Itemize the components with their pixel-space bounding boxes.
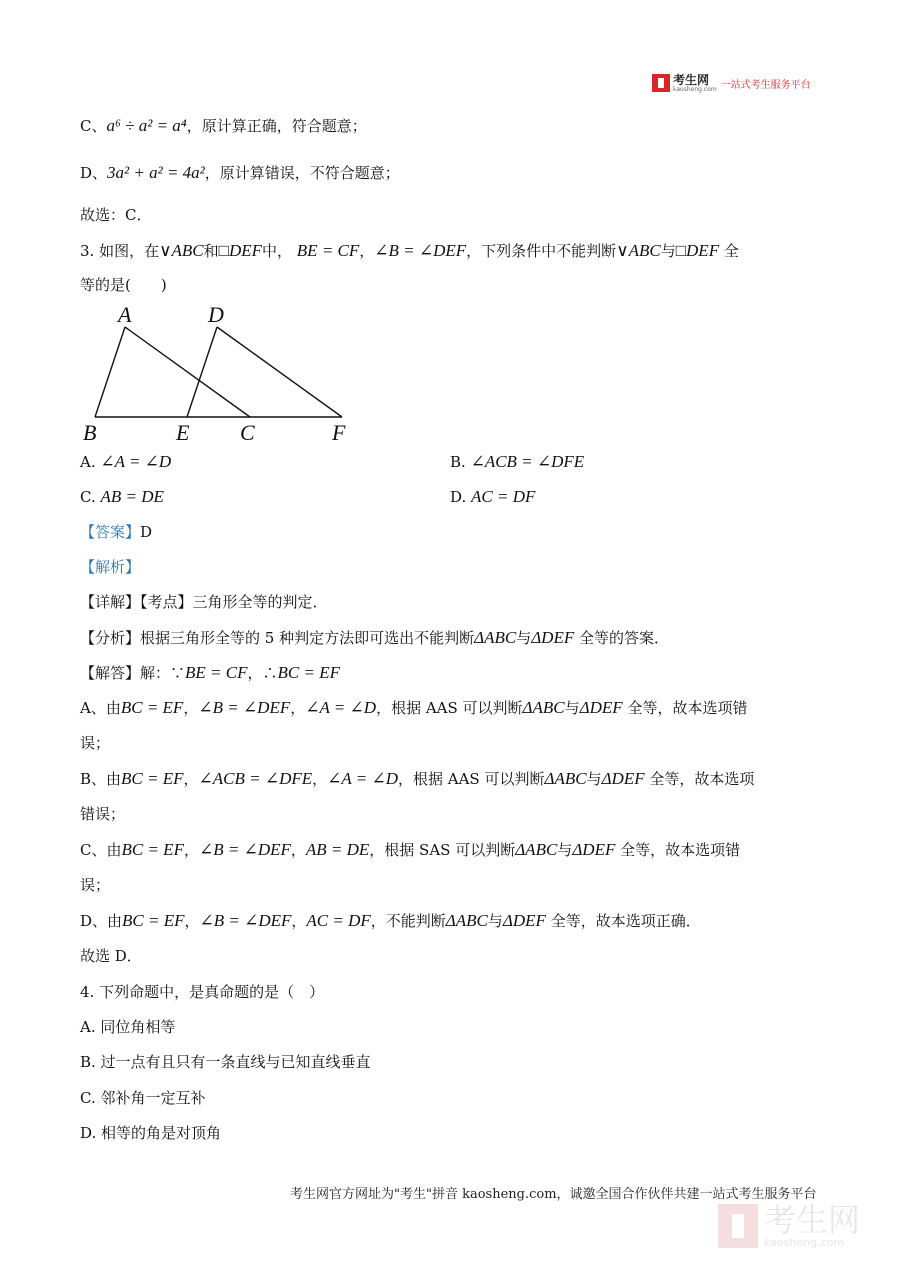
text: ，不能判断 — [370, 912, 446, 930]
math: ∠B = ∠DEF — [199, 911, 292, 930]
segment-AC — [125, 327, 250, 417]
math: AB = DE — [305, 840, 370, 859]
sol-b-line2: 错误； — [80, 805, 126, 823]
label-F: F — [332, 420, 346, 445]
math: ∠B = ∠DEF — [374, 241, 467, 260]
math: AC = DF — [306, 911, 371, 930]
q4-stem: 4. 下列命题中，是真命题的是（ ） — [80, 983, 325, 1001]
sol-a-line1 — [80, 698, 747, 718]
math: BE = CF — [185, 663, 248, 682]
text: C、由 — [80, 841, 122, 859]
q4-option-c: C. 邻补角一定互补 — [80, 1089, 206, 1107]
math: AC = DF — [471, 487, 536, 506]
text: ，原计算错误，不符合题意； — [204, 164, 400, 182]
text: 【解答】解：∵ — [80, 664, 186, 682]
q4-option-d: D. 相等的角是对顶角 — [80, 1124, 222, 1142]
math: □DEF — [218, 241, 262, 260]
text: ， — [183, 770, 199, 788]
option-c — [80, 487, 164, 507]
text: ， — [290, 841, 306, 859]
text: ， — [184, 912, 200, 930]
q4-option-a: A. 同位角相等 — [80, 1018, 176, 1036]
math: ΔABC — [474, 628, 517, 647]
sol-c-line2: 误； — [80, 876, 111, 894]
answer-value: D — [140, 523, 153, 541]
logo-icon — [652, 74, 670, 92]
watermark-logo-icon — [718, 1204, 758, 1248]
math: ∠A = ∠D — [100, 452, 172, 471]
text: B、由 — [80, 770, 122, 788]
text: D、由 — [80, 912, 123, 930]
math: ∠A = ∠D — [305, 698, 377, 717]
label: D. — [450, 488, 467, 506]
choose-c: 故选：C． — [80, 206, 152, 224]
math: ΔDEF — [601, 769, 645, 788]
text: 中， — [262, 242, 293, 260]
text: ，根据 SAS 可以判断 — [369, 841, 516, 859]
math-c: a⁶ ÷ a² = a⁴ — [106, 116, 187, 135]
sol-c-line1 — [80, 840, 740, 860]
segment-DE — [187, 327, 217, 417]
footer-text: 考生网官方网址为"考生"拼音 kaosheng.com，诚邀全国合作伙伴共建一站式考生服务平台 — [290, 1187, 817, 1202]
text: ， — [183, 699, 199, 717]
text: 全等，故本选项正确． — [550, 912, 701, 930]
option-b — [450, 452, 584, 472]
label-C: C — [240, 420, 255, 445]
text: 全等，故本选项错 — [627, 699, 748, 717]
math: BC = EF — [277, 663, 340, 682]
math: BC = EF — [120, 698, 184, 717]
text: ， — [290, 699, 306, 717]
math: ΔDEF — [531, 628, 575, 647]
text: ， — [312, 770, 328, 788]
option-d — [450, 487, 535, 507]
text: ，原计算正确，符合题意； — [186, 117, 367, 135]
math: ΔABC — [522, 698, 565, 717]
watermark-text: 考生网 — [764, 1201, 861, 1239]
text: A、由 — [80, 699, 121, 717]
label-E: E — [176, 420, 190, 445]
text: 全等，故本选项错 — [620, 841, 741, 859]
detail-line: 【详解】【考点】三角形全等的判定． — [80, 593, 328, 611]
text: 全 — [723, 242, 739, 260]
text: ，根据 AAS 可以判断 — [397, 770, 545, 788]
label: C、 — [80, 117, 107, 135]
math: ∨ABC — [159, 241, 204, 260]
text: ， — [183, 841, 199, 859]
math: ΔDEF — [579, 698, 623, 717]
sol-b-line1 — [80, 769, 754, 789]
text: ， — [359, 242, 375, 260]
text: 与 — [660, 242, 676, 260]
math: ΔDEF — [572, 840, 616, 859]
q3-line2: 等的是( ) — [80, 276, 167, 294]
label-A: A — [118, 302, 132, 327]
text: 全等，故本选项 — [649, 770, 755, 788]
text: 与 — [564, 699, 580, 717]
q4-option-b: B. 过一点有且只有一条直线与已知直线垂直 — [80, 1053, 371, 1071]
segment-AB — [95, 327, 125, 417]
text: ， — [291, 912, 307, 930]
fenxi-line — [80, 628, 669, 648]
text: 与 — [516, 629, 532, 647]
math: ∨ABC — [616, 241, 661, 260]
watermark-sub: kaosheng.com — [764, 1236, 845, 1249]
text: 和 — [203, 242, 219, 260]
math: ∠ACB = ∠DFE — [198, 769, 313, 788]
label: D、 — [80, 164, 108, 182]
math-d: 3a² + a² = 4a² — [107, 163, 205, 182]
math: BE = CF — [296, 241, 360, 260]
analysis-tag: 【解析】 — [80, 558, 141, 576]
option-a — [80, 452, 171, 472]
sol-a-line2: 误； — [80, 734, 111, 752]
segment-DF — [217, 327, 342, 417]
math: ∠B = ∠DEF — [198, 840, 291, 859]
math: ∠A = ∠D — [327, 769, 398, 788]
triangle-figure — [80, 300, 370, 448]
text: 与 — [487, 912, 503, 930]
text: 【分析】根据三角形全等的 5 种判定方法即可选出不能判断 — [80, 629, 475, 647]
text: 与 — [557, 841, 573, 859]
label: A. — [80, 453, 96, 471]
text: 与 — [586, 770, 602, 788]
text: ，根据 AAS 可以判断 — [376, 699, 523, 717]
line-c — [80, 116, 367, 136]
math: BC = EF — [121, 769, 184, 788]
label-D: D — [208, 302, 224, 327]
label: C. — [80, 488, 96, 506]
math: BC = EF — [122, 911, 185, 930]
answer-line — [80, 522, 152, 542]
math: ∠B = ∠DEF — [198, 698, 291, 717]
jieda-line — [80, 663, 340, 683]
math: ΔABC — [445, 911, 488, 930]
math: ΔABC — [515, 840, 558, 859]
line-d — [80, 163, 400, 183]
text: 全等的答案． — [579, 629, 670, 647]
q3-line1 — [80, 241, 739, 261]
text: ，∴ — [247, 664, 278, 682]
math: BC = EF — [121, 840, 184, 859]
math: □DEF — [675, 241, 720, 260]
choose-d: 故选 D． — [80, 947, 142, 965]
watermark — [718, 1203, 860, 1249]
header-logo — [652, 72, 811, 94]
math: ∠ACB = ∠DFE — [470, 452, 585, 471]
header-slogan: 一站式考生服务平台 — [720, 79, 811, 91]
math: AB = DE — [100, 487, 164, 506]
logo-sub: kaosheng.com — [673, 85, 717, 93]
label: B. — [450, 453, 466, 471]
text: 3. 如图，在 — [80, 242, 160, 260]
label-B: B — [83, 420, 97, 445]
math: ΔABC — [544, 769, 587, 788]
answer-tag: 【答案】 — [80, 523, 141, 541]
math: ΔDEF — [502, 911, 546, 930]
sol-d-line1 — [80, 911, 701, 931]
text: ，下列条件中不能判断 — [466, 242, 617, 260]
logo-text: 考生网 — [673, 72, 710, 87]
